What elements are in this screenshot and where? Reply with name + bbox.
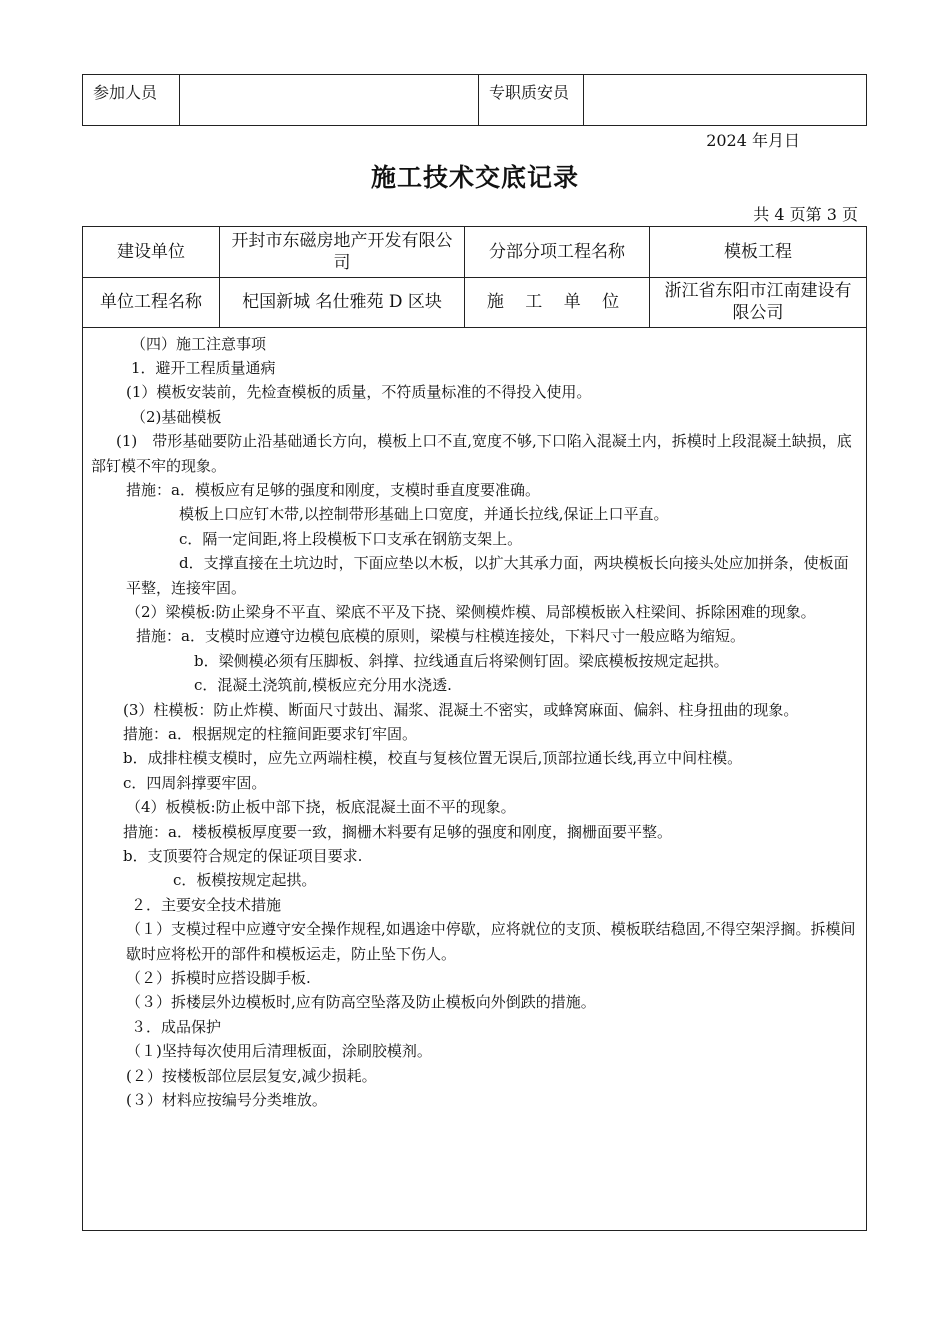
builder-label: 建设单位 [83,227,220,277]
unit-project-value: 杞国新城 名仕雅苑 D 区块 [220,277,465,327]
content-line: （4）板模板:防止板中部下挠，板底混凝土面不平的现象。 [126,798,516,817]
participants-value [180,75,479,126]
content-line: （２）拆模时应搭设脚手板. [126,969,311,988]
subsection-heading: （2)基础模板 [131,407,222,426]
content-line: 措施：a．模板应有足够的强度和刚度，支模时垂直度要准确。 [126,480,540,499]
content-line: c．四周斜撑要牢固。 [123,773,267,792]
qa-label: 专职质安员 [479,75,584,126]
record-date: 2024 年月日 [706,131,800,150]
content-line: c．板模按规定起拱。 [173,871,317,890]
contractor-label: 施 工 单 位 [465,277,650,327]
content-line: 措施：a．根据规定的柱箍间距要求钉牢固。 [123,725,417,743]
project-info-table [83,227,866,328]
subproject-value: 模板工程 [650,227,867,277]
unit-project-label: 单位工程名称 [83,277,220,327]
content-paragraph: d．支撑直接在土坑边时，下面应垫以木板，以扩大其承力面，两块模板长向接头处应加拼条，使板面平整，连接牢固。 [126,554,849,597]
content-line: 措施：a．楼板模板厚度要一致，搁栅木料要有足够的强度和刚度，搁栅面要平整。 [123,822,672,841]
content-paragraph: (3）柱模板：防止炸模、断面尺寸鼓出、漏浆、混凝土不密实，或蜂窝麻面、偏斜、柱身扭曲的现象。 [123,700,799,719]
subsection-heading: ３．成品保护 [131,1017,222,1036]
content-line: 措施：a．支模时应遵守边模包底模的原则，梁模与柱模连接处，下料尺寸一般应略为缩短。 [136,627,745,646]
content-line: （３）拆楼层外边模板时,应有防高空坠落及防止模板向外倒跌的措施。 [126,993,596,1012]
subproject-label: 分部分项工程名称 [465,227,650,277]
page-title: 施工技术交底记录 [370,163,579,192]
content-line: b．成排柱模支模时，应先立两端柱模，校直与复核位置无误后,顶部拉通长线,再立中间柱模。 [123,749,743,768]
participants-label: 参加人员 [83,75,180,126]
record-form [82,226,867,1231]
content-line: (1）模板安装前，先检查模板的质量，不符质量标准的不得投入使用。 [126,383,592,402]
content-paragraph: (1) 带形基础要防止沿基础通长方向，模板上口不直,宽度不够,下口陷入混凝土内，拆模时上段混凝土缺损，底部钉模不牢的现象。 [91,432,852,475]
content-line: c．隔一定间距,将上段模板下口支承在钢筋支架上。 [179,529,523,548]
content-line: b．梁侧模必须有压脚板、斜撑、拉线通直后将梁侧钉固。梁底模板按规定起拱。 [194,651,729,670]
content-line: （１)坚持每次使用后清理板面，涂刷胶模剂。 [126,1042,432,1061]
content-paragraph: （１）支模过程中应遵守安全操作规程,如遇途中停歇，应将就位的支顶、模板联结稳固,不得空架浮搁。拆模间歇时应将松开的部件和模板运走，防止坠下伤人。 [126,920,856,963]
content-line: 模板上口应钉木带,以控制带形基础上口宽度，并通长拉线,保证上口平直。 [179,505,669,524]
content-line: (２）按楼板部位层层复安,减少损耗。 [126,1066,377,1085]
content-line: b．支顶要符合规定的保证项目要求. [123,847,363,866]
qa-value [584,75,867,126]
participants-table [82,74,867,126]
subsection-heading: 1．避开工程质量通病 [131,358,276,377]
page-number: 共 4 页第 3 页 [753,205,858,224]
subsection-heading: ２．主要安全技术措施 [131,895,282,914]
contractor-value: 浙江省东阳市江南建设有限公司 [650,277,867,327]
content-line: c．混凝土浇筑前,模板应充分用水浇透. [194,676,452,695]
builder-value: 开封市东磁房地产开发有限公司 [220,227,465,277]
content-line: (３）材料应按编号分类堆放。 [126,1091,327,1110]
section-heading: （四）施工注意事项 [131,334,267,353]
content-paragraph: （2）梁模板:防止梁身不平直、梁底不平及下挠、梁侧模炸模、局部模板嵌入柱梁间、拆除困难的现象。 [126,602,816,621]
disclosure-content [83,328,866,1113]
